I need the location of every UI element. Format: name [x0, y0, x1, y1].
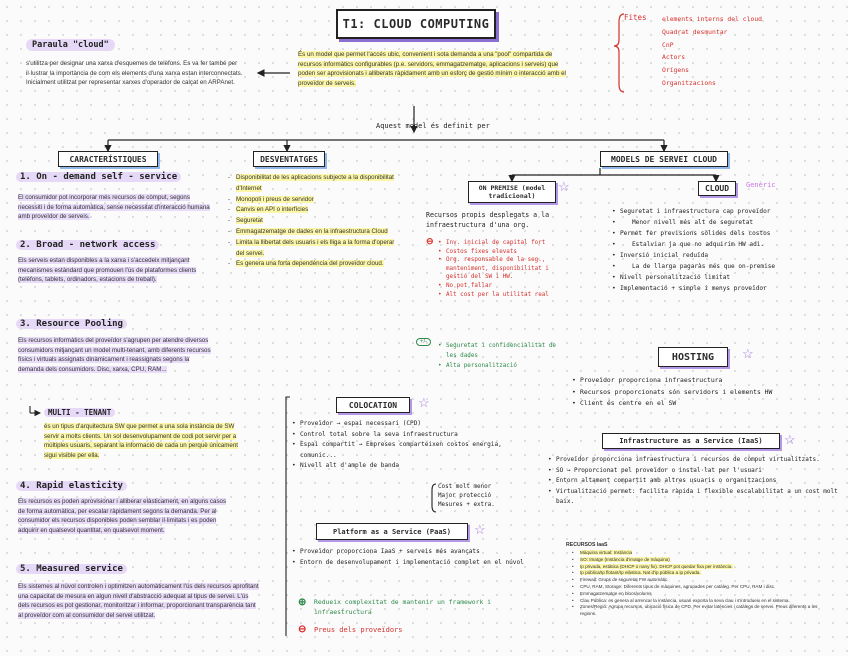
bracket-item: Major protecció — [438, 493, 492, 500]
char-4-text: Els recursos es poden aprovisionar i alliberar elàsticament, en alguns casos de forma automàtica, per escalar ràpidament segons la demanda. Per al consumidor els recursos disponibles poden semblar il·limitats i es poden adquirir en qualsevol quantitat, en qualsevol moment. — [18, 498, 227, 534]
recurs-item: • Ip pública/Ip flotant/Ip elàstica. Nat d'ip pública a ip privada. — [572, 570, 834, 577]
recurs-item: • Firewall: Grups de seguretat FW automàtic. — [572, 577, 834, 584]
multi-tenant-text: és un tipus d'arquitectura SW que permet a una sola instància de SW servir a molts clients. Un sol desenvolupament de codi pot servir per a múltiples usuaris, separant la informació de cada un perquè únicament sigui visible per ella. — [44, 423, 238, 459]
star-icon: ☆ — [784, 432, 796, 447]
paas-item: • Entorn de desenvolupament i implementació complet en el núvol — [292, 558, 532, 569]
paraula-text: s'utilitza per designar una xarxa d'esquemes de telèfons. Es va fer també per il·lustrar la importància de com els elements d'una xarxa estan interconnectats. Inicialment utilitzat per representar xarxes d'operador de calçat en ARPAnet. — [26, 60, 243, 87]
plus-circle-icon: ⊕ — [298, 597, 307, 608]
hosting-item: • Proveïdor proporciona infraestructura — [572, 375, 838, 387]
aquest-model-label: Aquest model és definit per — [376, 122, 490, 130]
star-icon: ☆ — [474, 522, 486, 537]
bracket-item: Mesures + extra. — [438, 502, 495, 509]
fites-item: Actors — [662, 53, 686, 62]
hosting-box: HOSTING — [658, 347, 728, 367]
on-premise-pros — [438, 341, 568, 371]
recursos-iaas-list — [572, 550, 834, 618]
cloud-item: • Implementació + simple i menys proveïdor — [612, 283, 830, 294]
on-premise-desc: Recursos propis desplegats a la infraestructura d'una org. — [426, 211, 550, 229]
hosting-item: • Recursos proporcionats són servidors i elements HW — [572, 387, 838, 399]
char-1-title: 1. On - demand self - service — [16, 172, 181, 182]
recurs-item: • Ip privada, estàtica (DHCP o nany fix). DHCP pot quedar fixa per instància. — [572, 564, 834, 571]
pro-item: • Alta personalització — [438, 361, 568, 371]
fites-list — [662, 13, 812, 90]
paas-box: Platform as a Service (PaaS) — [316, 523, 468, 540]
paas-item: • Proveïdor proporciona IaaS + serveis més avançats — [292, 547, 532, 558]
paraula-label: Paraula "cloud" — [26, 39, 115, 51]
char-2-title: 2. Broad - network access — [16, 240, 159, 250]
recursos-iaas-label: RECURSOS IaaS — [566, 542, 608, 548]
con-item: • No pot fallar — [438, 282, 568, 291]
char-5-text: Els sistemes al núvol controlen i optimitzen automàticament l'ús dels recursos aprofitant una capacitat de mesura en algun nivell d'abstracció adequat al tipus de servei. L'ús dels recursos es pot gestionar, monitoritzar i informar, proporcionant transparència tant al proveïdor com al consumidor del servei utilitzat. — [18, 583, 259, 619]
cloud-item: • La de llarga pagaràs més que on-premise — [612, 261, 830, 272]
con-item: • Inv. inicial de capital fort — [438, 239, 568, 248]
fites-label: Fites — [624, 13, 647, 22]
star-icon: ☆ — [742, 346, 754, 361]
on-premise-cons — [438, 239, 568, 299]
fites-item: elements interns del cloud — [662, 15, 763, 23]
bracket-item: Cost molt menor — [438, 484, 492, 490]
desventatge-item: - Es genera una forta dependència del proveïdor cloud. — [228, 259, 400, 270]
desventatge-item: - Seguretat — [228, 216, 400, 227]
iaas-item: • SO → Proporcionat pel proveïdor o instal·lat per l'usuari — [548, 466, 838, 477]
desventatge-item: - Canvis en API o interfícies — [228, 205, 400, 216]
fites-item: Organitzacions — [662, 78, 716, 87]
cloud-item: • Permet fer previsions sòlides dels costos — [612, 228, 830, 239]
fites-item: Quadrat desmuntar — [662, 27, 728, 36]
iaas-item: • Proveïdor proporciona infraestructura i recursos de còmput virtualitzats. — [548, 455, 838, 466]
pro-item: • Seguretat i confidencialitat de les dades — [438, 341, 568, 361]
minus-circle-icon: ⊖ — [298, 624, 307, 635]
cloud-item: • Seguretat i infraestructura cap proveïdor — [612, 206, 830, 217]
cloud-item: • Inversió inicial reduïda — [612, 250, 830, 261]
con-item: • Alt cost per la utilitat real — [438, 291, 568, 300]
recurs-item: • Màquina virtual: Instància — [572, 550, 834, 557]
desventatge-item: - Monopoli i preus de servidor — [228, 195, 400, 206]
fites-item: CnP — [662, 40, 674, 49]
star-icon: ☆ — [558, 179, 570, 194]
iaas-item: • Virtualització permet: facilita ràpida i flexible escalabilitat a un cost molt baix. — [548, 487, 838, 508]
minus-icon: ⊖ — [426, 236, 434, 246]
colocation-list — [292, 419, 528, 472]
cloud-box: CLOUD — [698, 181, 736, 196]
on-premise-box: ON PREMISE (model tradicional) — [468, 181, 556, 203]
iaas-item: • Entorn altament compartit amb altres usuaris o organitzacions — [548, 476, 838, 487]
char-3-text: Els recursos informàtics del proveïdor s'agrupen per atendre diversos consumidors mitjançant un model multi-tenant, amb diferents recursos físics i virtuals assignats dinàmicament i reassignats segons la demanda dels consumidors. Disc, xarxa, CPU, RAM... — [18, 337, 211, 373]
cloud-item: • Estalviar ja que no adquirim HW adi. — [612, 239, 830, 250]
page-title: T1: CLOUD COMPUTING — [336, 9, 496, 39]
char-5-title: 5. Measured service — [16, 564, 127, 574]
char-2-text: Els serveis estan disponibles a la xarxa i s'accedeix mitjançant mecanismes estàndard que promouen l'ús de plataformes clients (telèfons, tablets, ordinadors, estacions de treball). — [18, 257, 197, 284]
desventatge-item: - Limita la llibertat dels usuaris i els lliga a la forma d'operar del servei. — [228, 238, 400, 260]
hosting-item: • Client és centre en el SW — [572, 398, 838, 410]
colocation-item: • Nivell alt d'ample de banda — [292, 461, 528, 472]
desventatges-list — [228, 173, 400, 270]
recurs-item: • Emmagatzematge en blocs/volums — [572, 591, 834, 598]
recurs-item: • Clau Pública: es genera al arrencar la instància. usuari exporta la seva clau i s'introdueix en el sistema. — [572, 598, 834, 605]
colocation-item: • Control total sobre la seva infraestructura — [292, 430, 528, 441]
caracteristiques-header: CARACTERÍSTIQUES — [58, 151, 158, 167]
paas-list — [292, 547, 532, 568]
char-3-title: 3. Resource Pooling — [16, 319, 127, 329]
char-1-text: El consumidor pot incorporar més recursos de còmput, segons necessiti i de forma automàtica, sense necessitat d'interacció humana amb proveïdor de serveis. — [18, 194, 210, 221]
cloud-list — [612, 206, 830, 294]
cloud-item: • Nivell personalització limitat — [612, 272, 830, 283]
colocation-box: COLOCATION — [336, 397, 410, 413]
recurs-item: • Zones/Regió: Agrupa recursos, ubicació física de CPD. Per evitar latències i catàlegs de servei. Preus diferents a les regions. — [572, 604, 834, 618]
con-item: • Org. responsable de la seg., manteniment, disponibilitat i gestió del SW i HW. — [438, 256, 568, 282]
cloud-definition: És un model que permet l'accés ubic, convenient i sota demanda a una "pool" compartida de recursos informàtics configurables (p.e. servidors, emmagatzematge, aplicacions i serveis) que poden ser aprovisionats i alliberats ràpidament amb un esforç de gestió mínim o interacció amb el proveïdor de serveis. — [298, 51, 566, 87]
cloud-item: • Menor nivell més alt de seguretat — [612, 217, 830, 228]
con-item: • Costos fixes elevats — [438, 248, 568, 257]
models-header: MODELS DE SERVEI CLOUD — [600, 151, 728, 167]
char-4-title: 4. Rapid elasticity — [16, 481, 127, 491]
generic-label: Genèric — [746, 181, 776, 189]
multi-tenant-title: MULTI - TENANT — [44, 408, 115, 417]
hosting-list — [572, 375, 838, 410]
colocation-bracket — [438, 483, 528, 511]
star-icon: ☆ — [418, 395, 430, 410]
fites-item: Orígens — [662, 66, 689, 75]
recurs-item: • CPU, RAM, Storage: Diferents tipus de màquines, agrupades per catàleg. Per CPU, RAM i disc. — [572, 584, 834, 591]
paas-pro: Redueix complexitat de mantenir un framework i infraestructura — [314, 598, 491, 616]
iaas-list — [548, 455, 838, 508]
desventatge-item: - Disponibilitat de les aplicacions subjecte a la disponibilitat d'Internet — [228, 173, 400, 195]
paas-con: Preus dels proveïdors — [314, 626, 403, 634]
recurs-item: • SO: Imatge (Instància d'imatge de màquina) — [572, 557, 834, 564]
desventatge-item: - Emmagatzematge de dades en la infraestructura Cloud — [228, 227, 400, 238]
iaas-box: Infrastructure as a Service (IaaS) — [602, 433, 780, 449]
colocation-item: • Espai compartit → Empreses comparteixen costos energia, comunic... — [292, 440, 528, 461]
colocation-item: • Proveïdor → espai necessari (CPD) — [292, 419, 528, 430]
plus-icon: +/- — [416, 338, 431, 346]
desventatges-header: DESVENTATGES — [253, 151, 325, 167]
